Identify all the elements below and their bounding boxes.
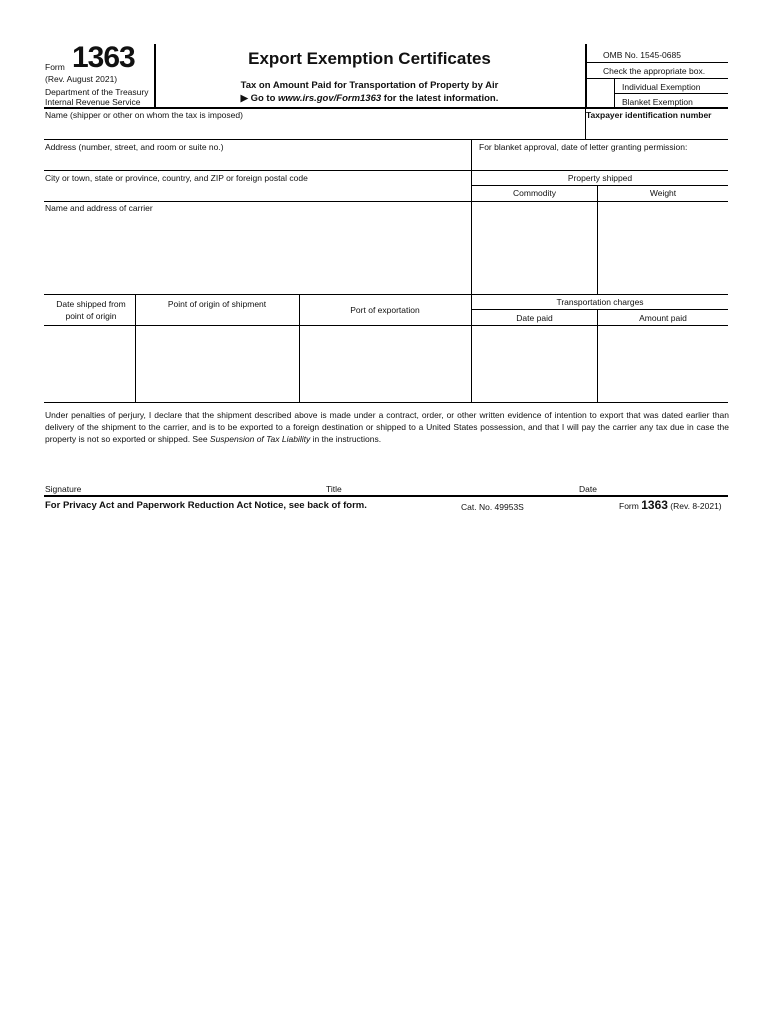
date-paid-input[interactable] [472,326,597,402]
port-of-exportation-input[interactable] [300,326,470,402]
title-input[interactable] [326,446,571,482]
carrier-input[interactable] [44,215,470,293]
point-of-origin-heading: Point of origin of shipment [167,299,267,309]
date-paid-heading: Date paid [516,313,553,323]
form-title: Export Exemption Certificates [248,49,491,68]
property-shipped-heading: Property shipped [567,173,633,183]
perjury-declaration [45,409,729,445]
individual-exemption-label: Individual Exemption [622,82,701,92]
arrow-right-icon: ▶ [240,93,248,104]
footer-form-word: Form [619,501,639,511]
commodity-heading: Commodity [513,188,556,198]
date-shipped-heading: Date shipped from point of origin [56,299,126,321]
dept-line-2: Internal Revenue Service [45,97,141,107]
omb-number: OMB No. 1545-0685 [603,50,681,60]
date-input[interactable] [579,446,728,482]
date-label: Date [579,484,597,494]
declaration-suffix: in the instructions. [310,434,382,444]
tin-input[interactable] [586,121,728,138]
blanket-exemption-label: Blanket Exemption [622,97,693,107]
goto-line [154,93,585,104]
blanket-approval-date-input[interactable] [472,153,728,169]
tin-label: Taxpayer identification number [586,110,712,120]
signature-input[interactable] [44,446,314,482]
transportation-charges-heading: Transportation charges [556,297,644,307]
signature-label: Signature [45,484,82,494]
address-input[interactable] [44,153,470,169]
form-number: 1363 [72,41,135,74]
weight-heading: Weight [649,188,677,198]
name-label: Name (shipper or other on whom the tax is imposed) [45,110,243,120]
declaration-text: Under penalties of perjury, I declare that the shipment described above is made under a contract, order, or other written evidence of intention to export that was dated earlier than delivery of the shipment to the carrier, and is to be exported to a foreign destination or shipped to a United States possession, and that I will pay the carrier any tax due in case the property is not so exported or shipped. See [45,410,729,444]
catalog-number: Cat. No. 49953S [461,502,524,512]
city-input[interactable] [44,184,470,200]
carrier-label: Name and address of carrier [45,203,153,213]
amount-paid-input[interactable] [598,326,728,402]
blanket-approval-label: For blanket approval, date of letter granting permission: [479,142,688,152]
weight-input[interactable] [598,202,728,294]
dept-line-1: Department of the Treasury [45,87,149,97]
address-label: Address (number, street, and room or suite no.) [45,142,224,152]
date-shipped-input[interactable] [44,326,134,402]
form-subtitle: Tax on Amount Paid for Transportation of Property by Air [240,80,499,91]
form-word: Form [45,62,65,72]
blanket-exemption-checkbox[interactable] [600,94,614,108]
port-of-exportation-heading: Port of exportation [350,305,420,315]
goto-suffix: for the latest information. [381,93,499,104]
name-input[interactable] [44,121,584,138]
footer-form-id [619,498,722,512]
form-revision: (Rev. August 2021) [45,74,118,84]
check-instruction: Check the appropriate box. [603,66,706,76]
commodity-input[interactable] [472,202,597,294]
goto-prefix: Go to [250,93,279,104]
footer-form-number: 1363 [641,498,668,512]
title-label: Title [326,484,342,494]
declaration-reference: Suspension of Tax Liability [209,434,311,444]
point-of-origin-input[interactable] [136,326,298,402]
amount-paid-heading: Amount paid [639,313,687,323]
individual-exemption-checkbox[interactable] [600,79,614,93]
privacy-notice: For Privacy Act and Paperwork Reduction Act Notice, see back of form. [45,500,367,511]
irs-link[interactable]: www.irs.gov/Form1363 [278,93,382,104]
footer-revision: (Rev. 8-2021) [670,501,722,511]
city-label: City or town, state or province, country, and ZIP or foreign postal code [45,173,308,183]
